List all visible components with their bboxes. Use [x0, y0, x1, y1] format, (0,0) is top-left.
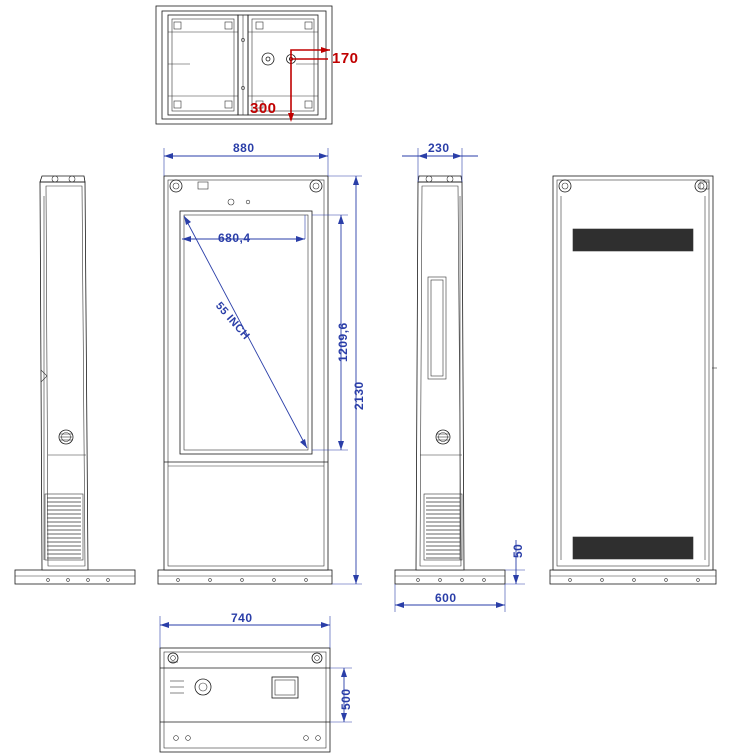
- dim-cabinet-depth: 230: [428, 141, 450, 155]
- dim-base-height: 50: [511, 543, 525, 558]
- dim-total-height: 2130: [352, 381, 366, 410]
- front-view: [158, 148, 362, 584]
- right-side-view: [395, 148, 525, 612]
- rear-view: [550, 176, 717, 584]
- total-height-dimension: [328, 176, 362, 584]
- dim-base-width: 740: [231, 611, 253, 625]
- dim-cabinet-width: 880: [233, 141, 255, 155]
- base-plan-view: [160, 616, 352, 752]
- dim-base-plate-depth: 500: [339, 688, 353, 710]
- left-side-view: [15, 176, 135, 584]
- dim-bracket-offset-horizontal: 300: [250, 100, 277, 117]
- dim-screen-height: 1209,6: [336, 322, 350, 362]
- dim-bracket-offset-vertical: 170: [332, 50, 359, 67]
- dim-screen-diagonal: 55 INCH: [212, 300, 252, 343]
- dim-screen-width: 680,4: [218, 231, 251, 245]
- top-bracket-view: [156, 6, 332, 124]
- dim-base-depth: 600: [435, 591, 457, 605]
